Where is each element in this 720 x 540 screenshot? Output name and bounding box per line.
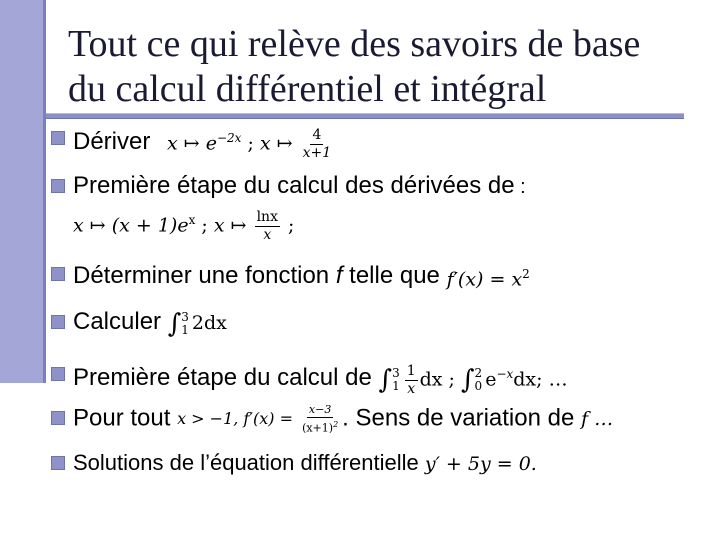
item-text: Déterminer une fonction <box>73 262 336 290</box>
list-item-find-function <box>73 260 530 293</box>
upper-bound: 2 <box>474 366 483 381</box>
formula-part: x ↦ <box>213 214 253 237</box>
integral: ∫ 3 1 <box>378 365 400 396</box>
bullet-marker-5 <box>51 367 65 381</box>
exponent: −2x <box>216 131 242 145</box>
item-text: Première étape du calcul de <box>73 363 379 391</box>
bullet-marker-7 <box>51 456 65 470</box>
integral: ∫ 3 1 <box>167 308 189 339</box>
list-item-variation <box>73 404 613 435</box>
differential: dx <box>513 368 537 391</box>
fraction <box>255 210 280 243</box>
formula <box>167 124 335 161</box>
numerator: x−3 <box>308 403 332 416</box>
formula-part: x ↦ (x + 1)e <box>73 214 189 237</box>
exponent: 2 <box>522 267 530 281</box>
denominator: x <box>263 226 272 243</box>
denominator: x <box>407 380 416 397</box>
numerator: 1 <box>406 362 416 379</box>
lower-bound: 1 <box>181 322 189 337</box>
list-item-differential-equation <box>73 449 537 478</box>
fraction <box>300 404 340 435</box>
separator: ; <box>442 368 461 391</box>
exponent: 2 <box>333 420 339 429</box>
bullet-marker-1 <box>51 131 65 145</box>
list-item-derive <box>73 124 335 161</box>
differential: dx <box>419 368 443 391</box>
separator: ; <box>281 214 295 237</box>
formula-part: f′(x) = x <box>446 268 523 291</box>
item-text-end: telle que <box>342 262 447 290</box>
fraction <box>301 128 334 161</box>
list-item-first-step-derivatives-formula <box>73 206 294 243</box>
exponent: −x <box>496 367 514 381</box>
formula: y′ + 5y = 0. <box>424 453 537 476</box>
upper-bound: 3 <box>392 366 400 381</box>
list-item-compute-integral <box>73 308 227 337</box>
formula-part: x ↦ e <box>167 132 217 155</box>
upper-bound: 3 <box>181 309 189 324</box>
formula-part: x > −1, f′(x) = <box>177 408 299 428</box>
list-item-first-step-derivatives <box>73 172 526 201</box>
title-line-2: du calcul différentiel et intégral <box>68 68 547 110</box>
numerator: 4 <box>312 126 322 143</box>
integrand: 2dx <box>191 311 227 334</box>
item-text-end: : <box>514 176 526 198</box>
item-text: Première étape du calcul des dérivées de <box>73 172 515 199</box>
fraction <box>405 364 418 397</box>
formula-part: e <box>485 368 497 391</box>
numerator: lnx <box>256 208 278 225</box>
formula <box>168 309 227 337</box>
denominator: (x+1) <box>302 421 334 435</box>
item-text: Solutions de l’équation différentielle <box>73 450 425 475</box>
denominator: x+1 <box>302 144 332 161</box>
item-text: Pour tout <box>73 404 178 432</box>
formula-part: x ↦ <box>259 132 299 155</box>
list-item-first-step-integrals <box>73 360 568 397</box>
separator: ; <box>195 214 214 237</box>
formula <box>447 260 530 293</box>
bullet-marker-6 <box>51 411 65 425</box>
separator: ; … <box>536 368 568 391</box>
formula <box>177 404 342 435</box>
lower-bound: 0 <box>474 379 483 394</box>
integral: ∫ 2 0 <box>461 365 483 396</box>
lower-bound: 1 <box>392 379 400 394</box>
formula <box>379 360 568 397</box>
item-text: Dériver <box>73 127 151 155</box>
title-line-1: Tout ce qui relève des savoirs de base <box>68 23 641 65</box>
item-text-var: f <box>335 262 343 290</box>
item-text-end: . Sens de variation de <box>342 404 581 432</box>
bullet-marker-2 <box>51 179 65 193</box>
formula-end: f … <box>581 408 614 431</box>
item-text: Calculer <box>73 308 168 335</box>
bullet-marker-3 <box>51 267 65 281</box>
exponent: x <box>188 213 196 227</box>
formula <box>73 206 294 243</box>
bullet-marker-4 <box>51 315 65 329</box>
separator: ; <box>241 132 260 155</box>
